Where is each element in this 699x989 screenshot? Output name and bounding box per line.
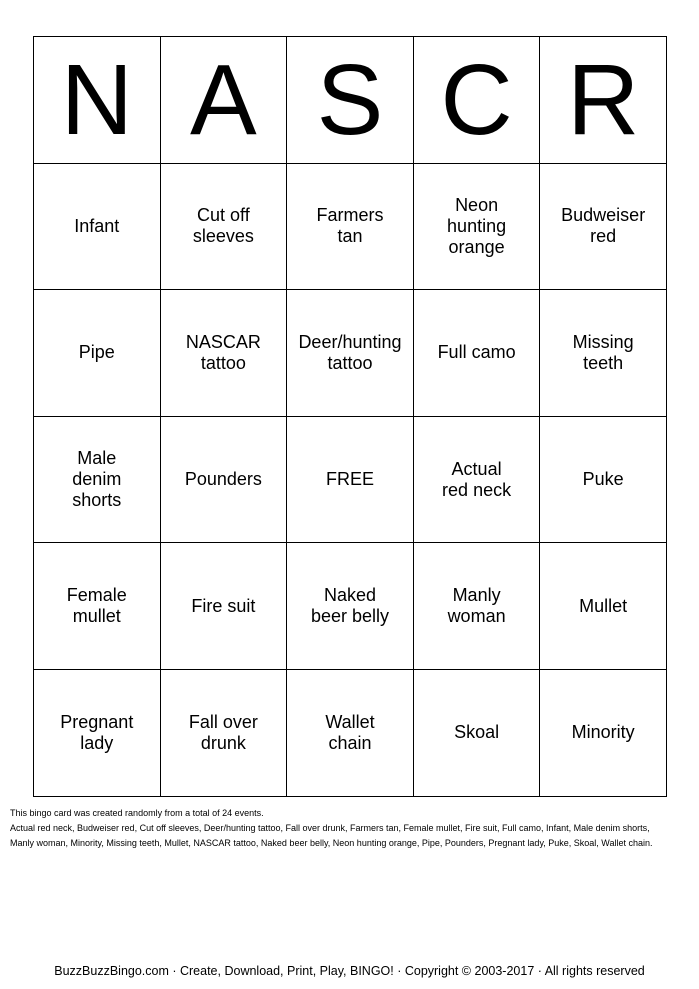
cell-label: Pipe <box>78 342 115 363</box>
card-row <box>34 163 667 290</box>
free-space-cell <box>287 416 414 543</box>
bingo-cell <box>287 290 414 417</box>
bingo-cell <box>413 416 540 543</box>
bingo-cell <box>34 669 161 796</box>
cell-label: Naked beer belly <box>310 585 389 627</box>
card-row <box>34 543 667 670</box>
header-letter-r: R <box>540 37 667 164</box>
bingo-cell <box>287 543 414 670</box>
bingo-cell <box>413 163 540 290</box>
cell-label: Minority <box>571 722 635 743</box>
card-info <box>10 806 695 851</box>
cell-label: Fire suit <box>191 595 256 616</box>
bingo-cell <box>540 669 667 796</box>
cell-label: Missing teeth <box>572 331 634 373</box>
bingo-cell <box>160 163 287 290</box>
cell-label: FREE <box>325 469 374 490</box>
bingo-cell <box>34 290 161 417</box>
card-row <box>34 290 667 417</box>
header-row <box>34 37 667 164</box>
bingo-card <box>33 36 667 797</box>
bingo-cell <box>287 669 414 796</box>
bingo-cell <box>160 669 287 796</box>
cell-label: Female mullet <box>66 585 127 627</box>
bingo-cell <box>540 290 667 417</box>
cell-label: Cut off sleeves <box>192 205 254 247</box>
info-summary: This bingo card was created randomly from a total of 24 events. <box>10 808 264 818</box>
bingo-cell <box>287 163 414 290</box>
bingo-cell <box>160 416 287 543</box>
cell-label: Manly woman <box>447 585 506 627</box>
cell-label: Male denim shorts <box>72 448 122 511</box>
cell-label: Full camo <box>437 342 516 363</box>
cell-label: Mullet <box>579 595 628 616</box>
bingo-cell <box>413 543 540 670</box>
bingo-cell <box>540 543 667 670</box>
info-event-list-continued: Manly woman, Minority, Missing teeth, Mullet, NASCAR tattoo, Naked beer belly, Neon hunting orange, Pipe, Pounders, Pregnant lady, Puke, Skoal, Wallet chain. <box>10 838 653 848</box>
header-letter-s: S <box>287 37 414 164</box>
cell-label: Farmers tan <box>316 205 384 247</box>
header-letter-n: N <box>34 37 161 164</box>
bingo-cell <box>540 416 667 543</box>
cell-label: Pounders <box>184 469 262 490</box>
cell-label: Pregnant lady <box>60 711 134 753</box>
cell-label: Fall over drunk <box>188 711 258 753</box>
cell-label: Actual red neck <box>442 458 512 500</box>
bingo-cell <box>160 290 287 417</box>
bingo-cell <box>160 543 287 670</box>
cell-label: NASCAR tattoo <box>185 331 261 373</box>
cell-label: Puke <box>582 469 624 490</box>
bingo-cell <box>540 163 667 290</box>
cell-label: Wallet chain <box>325 711 375 753</box>
cell-label: Infant <box>74 215 120 236</box>
cell-label: Budweiser red <box>561 205 646 247</box>
header-letter-a: A <box>160 37 287 164</box>
card-row <box>34 416 667 543</box>
info-event-list: Actual red neck, Budweiser red, Cut off sleeves, Deer/hunting tattoo, Fall over drunk, Farmers tan, Female mullet, Fire suit, Full camo, Infant, Male denim shorts, <box>10 823 650 833</box>
cell-label: Deer/hunting tattoo <box>298 331 402 373</box>
bingo-cell <box>413 290 540 417</box>
bingo-cell <box>34 543 161 670</box>
footer-copyright: BuzzBuzzBingo.com · Create, Download, Print, Play, BINGO! · Copyright © 2003-2017 · All rights reserved <box>54 964 645 978</box>
bingo-cell <box>413 669 540 796</box>
bingo-cell <box>34 163 161 290</box>
card-row <box>34 669 667 796</box>
header-letter-c: C <box>413 37 540 164</box>
cell-label: Neon hunting orange <box>447 194 507 257</box>
cell-label: Skoal <box>454 722 500 743</box>
bingo-cell <box>34 416 161 543</box>
